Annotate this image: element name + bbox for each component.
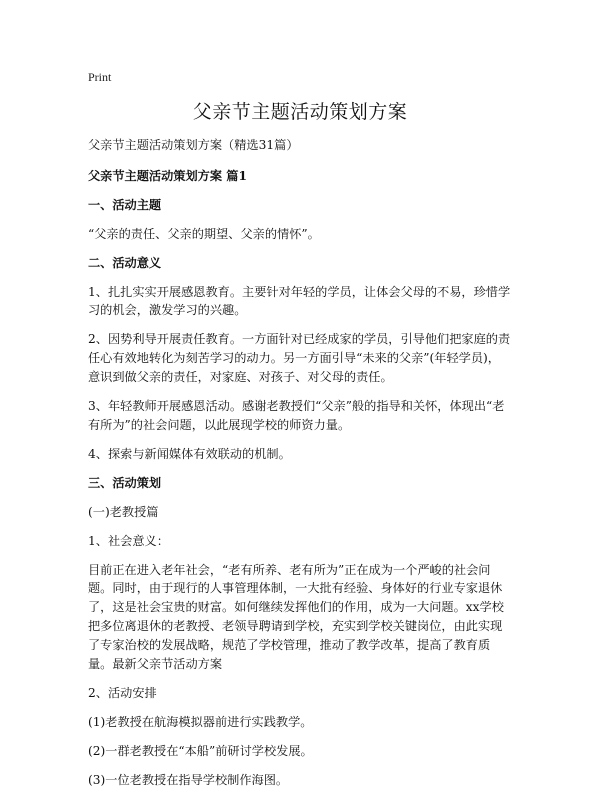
significance-item-4: 4、探索与新闻媒体有效联动的机制。 [88, 446, 291, 461]
section-heading-planning: 三、活动策划 [88, 475, 162, 490]
page-title: 父亲节主题活动策划方案 [192, 101, 408, 123]
significance-item-2: 2、因势利导开展责任教育。一方面针对已经成家的学员，引导他们把家庭的责任心有效地转化为刻苦学习的动力。另一方面引导“未来的父亲”(年轻学员)，意识到做父亲的责任，对家庭、对孩子、对父母的责任。 [88, 332, 511, 385]
arrangement-item-3: (3)一位老教授在指导学校制作海图。 [88, 772, 289, 787]
social-significance-label: 1、社会意义： [88, 533, 169, 548]
section-heading-significance: 二、活动意义 [88, 255, 162, 270]
planning-subheading-professors: (一)老教授篇 [88, 504, 159, 519]
section-heading-theme: 一、活动主题 [88, 197, 162, 212]
significance-item-1: 1、扎扎实实开展感恩教育。主要针对年轻的学员，让体会父母的不易，珍惜学习的机会，激发学习的兴趣。 [88, 284, 511, 318]
significance-item-3: 3、年轻教师开展感恩活动。感谢老教授们“父亲”般的指导和关怀，体现出“老有所为”的社会问题，以此展现学校的师资力量。 [88, 399, 505, 432]
arrangement-item-2: (2)一群老教授在“本船”前研讨学校发展。 [88, 743, 313, 758]
social-significance-body: 目前正在进入老年社会，“老有所养、老有所为”正在成为一个严峻的社会问题。同时，由于现行的人事管理体制，一大批有经验、身体好的行业专家退休了，这是社会宝贵的财富。如何继续发挥他们的作用，成为一大问题。xx学校把多位离退休的老教授、老领导聘请到学校，充实到学校关键岗位，由此实现了专家治校的发展战略，规范了学校管理，推动了教学改革，提高了教育质量。最新父亲节活动方案 [88, 562, 504, 672]
document-subtitle: 父亲节主题活动策划方案（精选31篇） [88, 138, 299, 152]
theme-text: “父亲的责任、父亲的期望、父亲的情怀”。 [88, 226, 320, 241]
print-link[interactable]: Print [88, 70, 112, 84]
arrangement-item-1: (1)老教授在航海模拟器前进行实践教学。 [88, 714, 313, 729]
article-heading: 父亲节主题活动策划方案 篇1 [88, 168, 247, 183]
activity-arrangement-label: 2、活动安排 [88, 685, 157, 700]
